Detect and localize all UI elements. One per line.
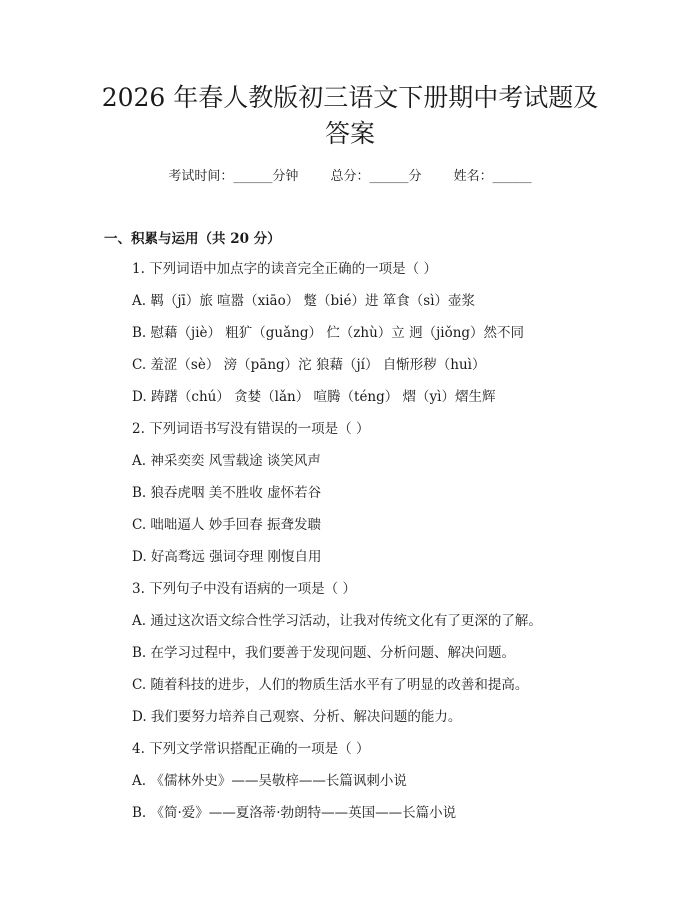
question-line: D. 好高骛远 强词夺理 刚愎自用 — [132, 549, 322, 565]
question-line: A. 通过这次语文综合性学习活动，让我对传统文化有了更深的了解。 — [132, 613, 542, 629]
exam-info-row — [0, 166, 700, 188]
question-list — [132, 258, 602, 834]
question-line: B. 慰藉（jiè） 粗犷（guǎng） 伫（zhù）立 迥（jiǒng）然不同 — [132, 325, 525, 341]
question-line: D. 踌躇（chú） 贪婪（lǎn） 喧腾（téng） 熠（yì）熠生辉 — [132, 389, 496, 405]
exam-title — [100, 80, 600, 152]
total-score-field: 总分：______分 — [330, 169, 422, 184]
question-line: A. 《儒林外史》——吴敬梓——长篇讽刺小说 — [132, 773, 407, 789]
question-line: B. 在学习过程中，我们要善于发现问题、分析问题、解决问题。 — [132, 645, 516, 661]
question-line: A. 羁（jī）旅 喧嚣（xiāo） 蹩（bié）进 箪食（sì）壶浆 — [132, 293, 476, 309]
question-line: A. 神采奕奕 风雪载途 谈笑风声 — [132, 453, 321, 469]
title-line-1: 2026 年春人教版初三语文下册期中考试题及 — [101, 83, 599, 112]
question-line: B. 《简·爱》——夏洛蒂·勃朗特——英国——长篇小说 — [132, 805, 457, 821]
question-line: 4. 下列文学常识搭配正确的一项是（ ） — [132, 741, 370, 757]
question-line: C. 咄咄逼人 妙手回春 振聋发聩 — [132, 517, 322, 533]
question-line: 2. 下列词语书写没有错误的一项是（ ） — [132, 421, 370, 437]
question-line: B. 狼吞虎咽 美不胜收 虚怀若谷 — [132, 485, 322, 501]
name-field: 姓名：______ — [453, 169, 532, 184]
question-line: C. 随着科技的进步，人们的物质生活水平有了明显的改善和提高。 — [132, 677, 529, 693]
question-line: D. 我们要努力培养自己观察、分析、解决问题的能力。 — [132, 709, 462, 725]
section-heading: 一、积累与运用（共 20 分） — [104, 231, 281, 247]
title-line-2: 答案 — [324, 119, 375, 148]
question-line: 3. 下列句子中没有语病的一项是（ ） — [132, 581, 356, 597]
question-line: 1. 下列词语中加点字的读音完全正确的一项是（ ） — [132, 261, 437, 277]
exam-time-field: 考试时间：______分钟 — [168, 169, 299, 184]
question-line: C. 羞涩（sè） 滂（pāng）沱 狼藉（jí） 自惭形秽（huì） — [132, 357, 486, 373]
